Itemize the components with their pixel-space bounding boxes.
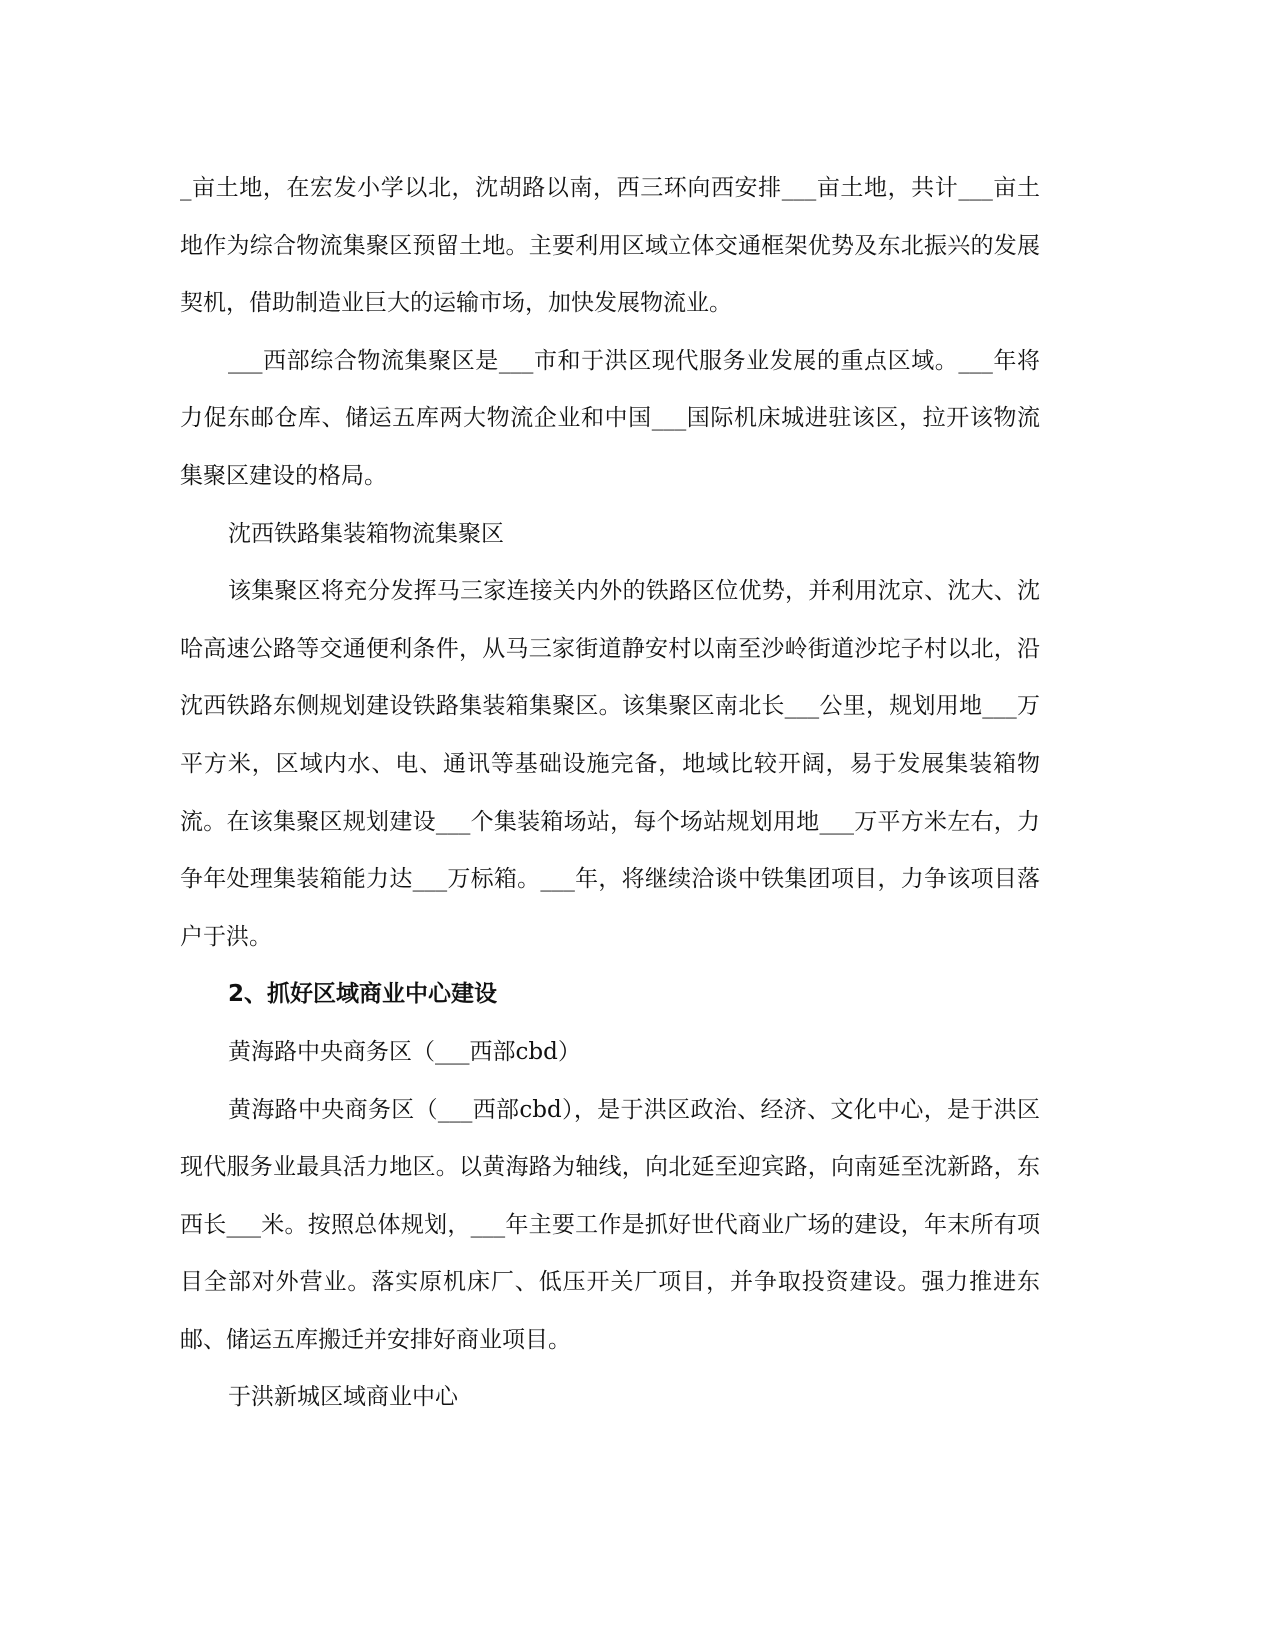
subheading-huanghai-cbd: 黄海路中央商务区（___西部cbd） — [228, 1038, 581, 1065]
paragraph-railway-container: 该集聚区将充分发挥马三家连接关内外的铁路区位优势，并利用沈京、沈大、沈哈高速公路等交通便利条件，从马三家街道静安村以南至沙岭街道沙坨子村以北，沿沈西铁路东侧规划建设铁路集装箱集聚区。该集聚区南北长___公里，规划用地___万平方米，区域内水、电、通讯等基础设施完备，地域比较开阔，易于发展集装箱物流。在该集聚区规划建设___个集装箱场站，每个场站规划用地___万平方米左右，力争年处理集装箱能力达___万标箱。___年，将继续洽谈中铁集团项目，力争该项目落户于洪。 — [180, 578, 1040, 950]
paragraph-land-reserve: _亩土地，在宏发小学以北，沈胡路以南，西三环向西安排___亩土地，共计___亩土地作为综合物流集聚区预留土地。主要利用区域立体交通框架优势及东北振兴的发展契机，借助制造业巨大的运输市场，加快发展物流业。 — [180, 175, 1040, 317]
section-heading-commercial-center: 2、抓好区域商业中心建设 — [228, 981, 498, 1008]
paragraph-huanghai-cbd: 黄海路中央商务区（___西部cbd），是于洪区政治、经济、文化中心，是于洪区现代服务业最具活力地区。以黄海路为轴线，向北延至迎宾路，向南延至沈新路，东西长___米。按照总体规划，___年主要工作是抓好世代商业广场的建设，年末所有项目全部对外营业。落实原机床厂、低压开关厂项目，并争取投资建设。强力推进东邮、储运五库搬迁并安排好商业项目。 — [180, 1096, 1040, 1353]
subheading-yuhong-newtown: 于洪新城区域商业中心 — [228, 1384, 458, 1411]
paragraph-west-logistics: ___西部综合物流集聚区是___市和于洪区现代服务业发展的重点区域。___年将力促东邮仓库、储运五库两大物流企业和中国___国际机床城进驻该区，拉开该物流集聚区建设的格局。 — [180, 347, 1040, 489]
subheading-railway-container: 沈西铁路集装箱物流集聚区 — [228, 520, 504, 547]
document-body — [180, 160, 1040, 1427]
